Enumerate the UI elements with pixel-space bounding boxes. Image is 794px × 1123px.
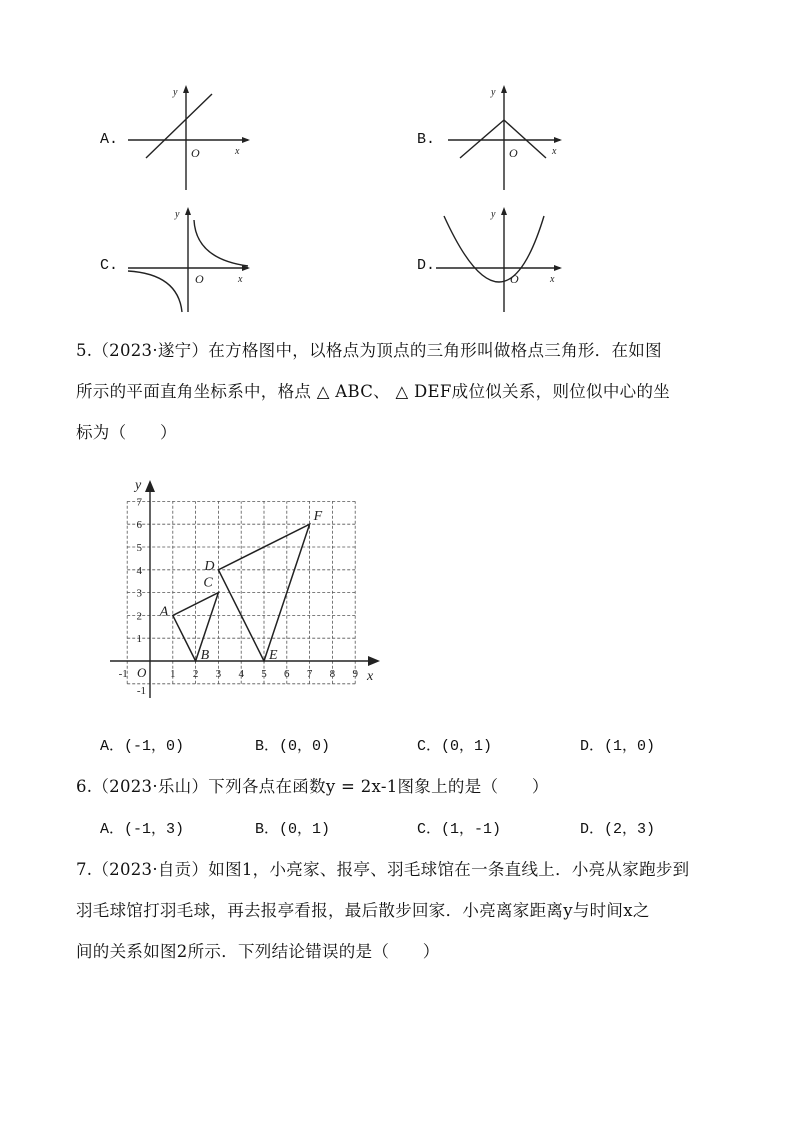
option-a-graph (120, 82, 260, 194)
x-axis-arrow-icon (242, 137, 250, 143)
y-axis-label: y (135, 478, 142, 493)
y-axis-label: y (173, 87, 178, 98)
q5-coordinate-figure (100, 472, 390, 702)
x-axis-label: x (552, 146, 557, 157)
point-label-a: A (159, 604, 169, 620)
x-tick-label: 4 (238, 668, 244, 680)
y-axis-arrow-icon (501, 85, 507, 93)
increasing-line (146, 94, 212, 158)
y-tick-label: -1 (136, 684, 146, 697)
q5-option-c[interactable]: C．(0，1) (417, 738, 493, 755)
q7-line-2: 羽毛球馆打羽毛球，再去报亭看报，最后散步回家．小亮离家距离y与时间x之 (76, 901, 650, 920)
option-a-label[interactable]: A. (100, 131, 119, 148)
y-tick-label: 1 (136, 633, 142, 646)
origin-label: O (137, 665, 147, 680)
q5-option-d[interactable]: D．(1，0) (580, 738, 656, 755)
q6-option-d[interactable]: D．(2，3) (580, 821, 656, 838)
y-tick-label: 4 (136, 564, 142, 577)
y-axis-arrow-icon (501, 207, 507, 215)
x-axis-label: x (238, 274, 243, 285)
q7-line-3: 间的关系如图2所示．下列结论错误的是（ ） (76, 942, 440, 961)
y-axis-arrow-icon (145, 480, 155, 492)
x-tick-label: 1 (170, 668, 176, 680)
origin-label: O (195, 272, 204, 286)
q6-option-c[interactable]: C．(1，-1) (417, 821, 502, 838)
tick-labels (119, 496, 359, 696)
x-axis-label: x (550, 274, 555, 285)
x-axis-arrow-icon (554, 137, 562, 143)
q5-line-2: 所示的平面直角坐标系中，格点 △ ABC、 △ DEF成位似关系，则位似中心的坐 (76, 382, 671, 401)
y-axis-label: y (175, 209, 180, 220)
q6-option-a[interactable]: A．(-1，3) (100, 821, 185, 838)
y-axis-label: y (491, 209, 496, 220)
option-b-label[interactable]: B. (417, 131, 436, 148)
parabola (444, 216, 544, 282)
q7-line-1: 7.（2023·自贡）如图1，小亮家、报亭、羽毛球馆在一条直线上．小亮从家跑步到 (76, 860, 690, 879)
option-d-graph (430, 204, 580, 316)
origin-label: O (191, 146, 200, 160)
y-axis-arrow-icon (185, 207, 191, 215)
y-axis-arrow-icon (183, 85, 189, 93)
q6-option-b[interactable]: B．(0，1) (255, 821, 331, 838)
x-tick-label: 5 (261, 668, 267, 680)
y-axis-label: y (491, 87, 496, 98)
origin-label: O (510, 272, 519, 286)
q5-option-b[interactable]: B．(0，0) (255, 738, 331, 755)
point-label-e: E (269, 648, 278, 663)
axes (110, 478, 380, 698)
point-label-f: F (313, 509, 323, 525)
q5-line-1: 5.（2023·遂宁）在方格图中，以格点为顶点的三角形叫做格点三角形．在如图 (76, 341, 662, 360)
y-tick-label: 7 (136, 496, 142, 509)
x-tick-label: 3 (215, 668, 222, 680)
x-tick-label: 9 (352, 668, 358, 680)
point-label-c: C (203, 575, 213, 591)
x-axis-label: x (367, 669, 374, 684)
y-tick-label: 5 (136, 542, 142, 554)
q5-option-a[interactable]: A．(-1，0) (100, 738, 185, 755)
option-d-label[interactable]: D. (417, 257, 436, 274)
origin-label: O (509, 146, 518, 160)
y-tick-label: 3 (136, 587, 142, 600)
y-tick-label: 6 (136, 519, 142, 532)
y-tick-label: 2 (136, 610, 142, 623)
x-axis-label: x (235, 146, 240, 157)
option-c-label[interactable]: C. (100, 257, 119, 274)
point-label-b: B (200, 648, 210, 663)
hyperbola-branch-upper (194, 220, 248, 266)
x-axis-arrow-icon (554, 265, 562, 271)
option-b-graph (440, 82, 580, 194)
triangles (159, 509, 323, 663)
q5-line-3: 标为（ ） (76, 423, 177, 442)
x-tick-label: -1 (118, 668, 128, 680)
point-label-d: D (204, 558, 215, 574)
x-tick-label: 6 (284, 668, 290, 680)
x-tick-label: 2 (192, 668, 199, 680)
x-tick-label: 8 (329, 668, 336, 680)
x-tick-label: 7 (306, 668, 313, 680)
option-c-graph (120, 204, 260, 316)
hyperbola-branch-lower (128, 271, 182, 312)
q6-line-1: 6.（2023·乐山）下列各点在函数y = 2x-1图象上的是（ ） (76, 777, 549, 796)
grid (127, 501, 355, 683)
x-axis-arrow-icon (368, 656, 380, 666)
inverted-v-line (460, 120, 546, 158)
